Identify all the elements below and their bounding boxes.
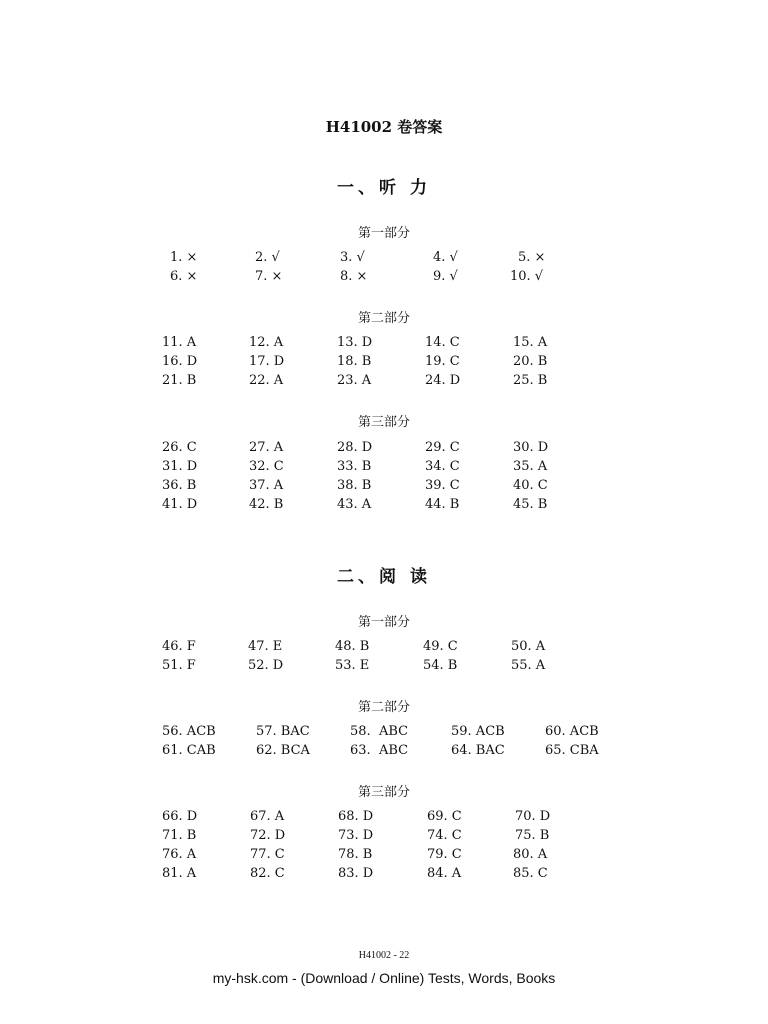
answer-cell: 5. × (518, 250, 546, 265)
page-number: H41002 - 22 (358, 950, 410, 961)
answer-row (0, 459, 768, 479)
answer-row (0, 478, 768, 498)
answer-cell: 34. C (425, 459, 460, 474)
answer-row (0, 269, 768, 289)
answer-cell: 37. A (249, 478, 284, 493)
answer-cell: 63. ABC (350, 743, 409, 758)
answer-cell: 9. √ (433, 269, 458, 284)
reading-part2-title: 第二部分 (357, 700, 410, 715)
answer-cell: 7. × (255, 269, 283, 284)
answer-cell: 81. A (162, 866, 197, 881)
answer-cell: 59. ACB (451, 724, 505, 739)
answer-cell: 23. A (337, 373, 372, 388)
answer-cell: 67. A (250, 809, 285, 824)
answer-cell: 4. √ (433, 250, 458, 265)
answer-cell: 19. C (425, 354, 460, 369)
answer-row (0, 440, 768, 460)
answer-cell: 66. D (162, 809, 198, 824)
answer-cell: 75. B (515, 828, 550, 843)
listening-part1-title: 第一部分 (357, 226, 410, 241)
answer-cell: 49. C (423, 639, 458, 654)
answer-cell: 15. A (513, 335, 548, 350)
answer-cell: 22. A (249, 373, 284, 388)
answer-cell: 60. ACB (545, 724, 599, 739)
section-heading-listening: 一、听 力 (337, 178, 431, 198)
reading-part3-title: 第三部分 (357, 785, 410, 800)
answer-cell: 44. B (425, 497, 460, 512)
answer-cell: 13. D (337, 335, 373, 350)
answer-cell: 38. B (337, 478, 372, 493)
answer-cell: 54. B (423, 658, 458, 673)
answer-cell: 82. C (250, 866, 285, 881)
answer-row (0, 354, 768, 374)
answer-cell: 78. B (338, 847, 373, 862)
answer-cell: 28. D (337, 440, 373, 455)
answer-row (0, 250, 768, 270)
answer-cell: 33. B (337, 459, 372, 474)
answer-cell: 35. A (513, 459, 548, 474)
listening-part3-title: 第三部分 (357, 415, 410, 430)
answer-cell: 31. D (162, 459, 198, 474)
answer-cell: 11. A (162, 335, 197, 350)
answer-cell: 45. B (513, 497, 548, 512)
answer-cell: 25. B (513, 373, 548, 388)
answer-row (0, 724, 768, 744)
answer-cell: 65. CBA (545, 743, 599, 758)
answer-cell: 62. BCA (256, 743, 310, 758)
answer-cell: 69. C (427, 809, 462, 824)
answer-row (0, 828, 768, 848)
answer-cell: 16. D (162, 354, 198, 369)
answer-row (0, 809, 768, 829)
answer-cell: 53. E (335, 658, 370, 673)
answer-cell: 61. CAB (162, 743, 216, 758)
answer-cell: 29. C (425, 440, 460, 455)
answer-cell: 64. BAC (451, 743, 505, 758)
answer-cell: 52. D (248, 658, 284, 673)
answer-cell: 26. C (162, 440, 197, 455)
answer-cell: 56. ACB (162, 724, 216, 739)
answer-cell: 32. C (249, 459, 284, 474)
answer-cell: 58. ABC (350, 724, 409, 739)
answer-cell: 57. BAC (256, 724, 310, 739)
answer-cell: 71. B (162, 828, 197, 843)
answer-cell: 41. D (162, 497, 198, 512)
answer-cell: 68. D (338, 809, 374, 824)
answer-cell: 21. B (162, 373, 197, 388)
reading-part1-title: 第一部分 (357, 615, 410, 630)
answer-cell: 85. C (513, 866, 548, 881)
listening-part2-title: 第二部分 (357, 311, 410, 326)
answer-cell: 40. C (513, 478, 548, 493)
answer-cell: 72. D (250, 828, 286, 843)
answer-cell: 42. B (249, 497, 284, 512)
answer-cell: 77. C (250, 847, 285, 862)
answer-cell: 47. E (248, 639, 283, 654)
answer-row (0, 658, 768, 678)
answer-cell: 39. C (425, 478, 460, 493)
answer-cell: 73. D (338, 828, 374, 843)
answer-cell: 6. × (170, 269, 198, 284)
answer-row (0, 497, 768, 517)
answer-cell: 55. A (511, 658, 546, 673)
answer-cell: 50. A (511, 639, 546, 654)
answer-cell: 12. A (249, 335, 284, 350)
answer-cell: 36. B (162, 478, 197, 493)
answer-cell: 20. B (513, 354, 548, 369)
answer-cell: 10. √ (510, 269, 544, 284)
answer-cell: 46. F (162, 639, 196, 654)
answer-cell: 76. A (162, 847, 197, 862)
answer-cell: 14. C (425, 335, 460, 350)
section-heading-reading: 二、阅 读 (337, 567, 431, 587)
answer-cell: 83. D (338, 866, 374, 881)
answer-row (0, 743, 768, 763)
answer-cell: 17. D (249, 354, 285, 369)
answer-row (0, 639, 768, 659)
answer-cell: 1. × (170, 250, 198, 265)
answer-row (0, 373, 768, 393)
answer-cell: 43. A (337, 497, 372, 512)
answer-row (0, 335, 768, 355)
answer-cell: 8. × (340, 269, 368, 284)
answer-cell: 51. F (162, 658, 196, 673)
answer-row (0, 866, 768, 886)
answer-cell: 70. D (515, 809, 551, 824)
answer-cell: 48. B (335, 639, 370, 654)
answer-cell: 18. B (337, 354, 372, 369)
answer-cell: 3. √ (340, 250, 365, 265)
footer-text: my-hsk.com - (Download / Online) Tests, Words, Books (212, 970, 556, 986)
answer-cell: 30. D (513, 440, 549, 455)
answer-cell: 24. D (425, 373, 461, 388)
document-title: H41002 卷答案 (325, 118, 443, 136)
answer-cell: 74. C (427, 828, 462, 843)
answer-cell: 80. A (513, 847, 548, 862)
answer-cell: 79. C (427, 847, 462, 862)
answer-row (0, 847, 768, 867)
answer-cell: 84. A (427, 866, 462, 881)
answer-cell: 2. √ (255, 250, 280, 265)
answer-cell: 27. A (249, 440, 284, 455)
